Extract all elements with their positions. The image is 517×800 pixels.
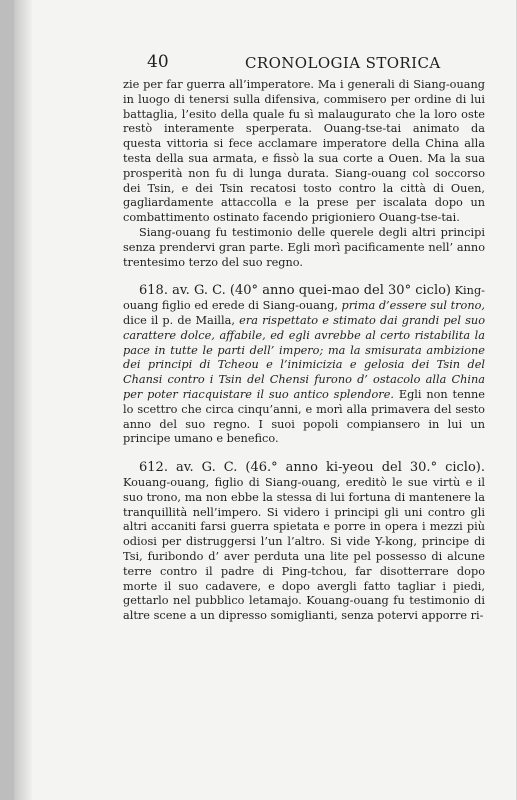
entry-heading: 618. av. G. C. (40° anno quei-mao del 30° ciclo)	[139, 283, 451, 299]
entry-text: dice il p. de Mailla,	[123, 313, 240, 327]
chronology-entry-618	[123, 284, 485, 447]
page-body	[123, 78, 485, 624]
chronology-entry-612	[123, 461, 485, 624]
entry-italic-quote: era rispettato e stimato dai grandi pel suo carattere dolce, affabile, ed egli avrebbe al certo ristabilita la pace in tutte le parti dell’ impero; ma la smisurata ambizione dei principi di Tcheou e l’inimicizia e gelosia dei Tsin del Chansi contro i Tsin del Chensi furono d’ ostacolo alla China per poter riacquistare il suo antico splendore.	[123, 313, 485, 401]
page-number: 40	[147, 52, 169, 72]
entry-text: King-ouang figlio ed erede di Siang-ouang,	[123, 284, 485, 313]
entry-text: Egli non tenne lo scettro che circa cinqu’anni, e morì alla primavera del sesto anno del suo regno. I suoi popoli compiansero in lui un principe umano e benefico.	[123, 387, 485, 446]
entry-heading: 612. av. G. C. (46.° anno ki-yeou del 30.° ciclo).	[139, 460, 485, 476]
paragraph: Siang-ouang fu testimonio delle querele degli altri principi senza prendervi gran parte. Egli morì pacificamente nell’ anno trentesimo terzo del suo regno.	[123, 225, 485, 269]
running-title: CRONOLOGIA STORICA	[245, 54, 441, 72]
entry-italic-text: prima d’essere sul trono,	[341, 299, 485, 313]
entry-text: Kouang-ouang, figlio di Siang-ouang, ereditò le sue virtù e il suo trono, ma non ebbe la stessa di lui fortuna di mantenere la tranquillità nell’impero. Si videro i principi gli uni contro gli altri accaniti farsi guerra spietata e porre in opera i mezzi più odiosi per distruggersi l’un l’altro. Si vide Y-kong, principe di Tsi, furibondo d’ aver perduta una lite pel possesso di alcune terre contro il padre di Ping-tchou, far disotterrare dopo morte il suo cadavere, e dopo avergli fatto tagliar i piedi, gettarlo nel pubblico letamajo. Kouang-ouang fu testimonio di altre scene a un dipresso somiglianti, senza potervi apporre ri-	[123, 475, 485, 623]
page-header	[147, 52, 481, 72]
paragraph-continued: zie per far guerra all’imperatore. Ma i generali di Siang-ouang in luogo di tenersi sulla difensiva, commisero per ordine di lui battaglia, l’esito della quale fu sì malaugurato che la loro oste restò interamente sperperata. Ouang-tse-tai animato da questa vittoria si fece acclamare imperatore della China alla testa della sua armata, e fissò la sua corte a Ouen. Ma la sua prosperità non fu di lunga durata. Siang-ouang col soccorso dei Tsin, e dei Tsin recatosi tosto contro la città di Ouen, gagliardamente attaccolla e la prese per iscalata dopo un combattimento ostinato facendo prigioniero Ouang-tse-tai.	[123, 78, 485, 225]
